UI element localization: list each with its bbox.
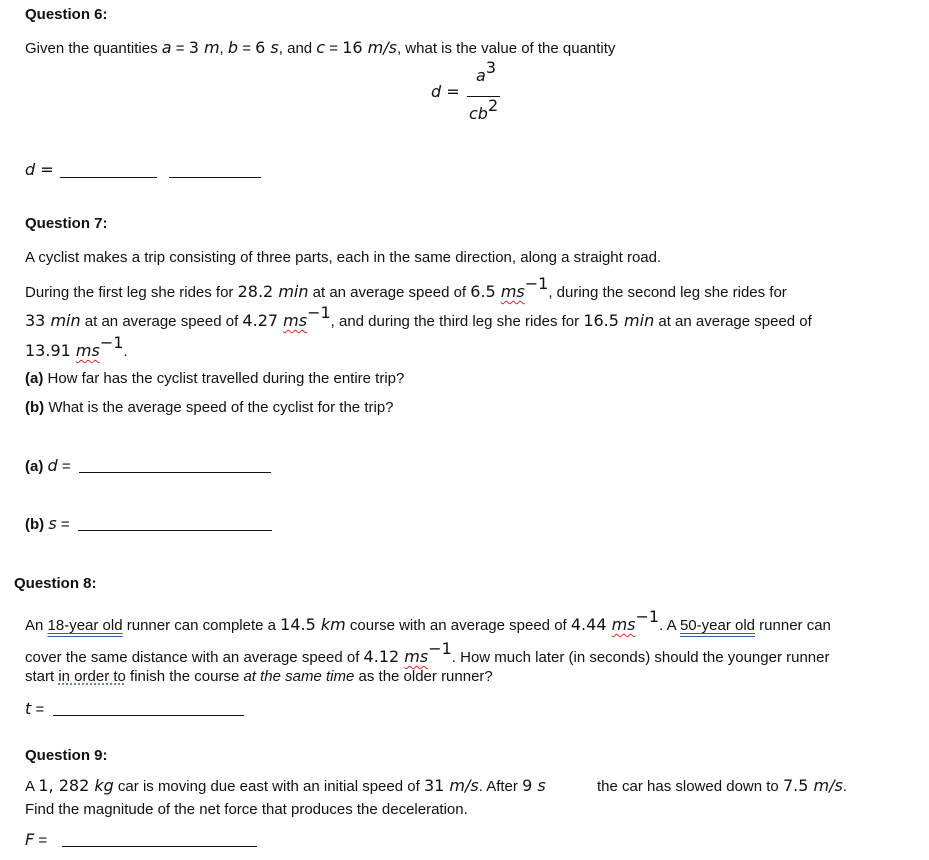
q8-v2: 4.12 — [363, 647, 405, 666]
q6-eq: = — [171, 40, 189, 57]
q8-v1-exp: −1 — [635, 607, 660, 626]
q7-text: . — [123, 343, 128, 360]
q8-v1: 4.44 — [570, 615, 612, 634]
q7-answer-b-tag: (b) — [25, 516, 45, 533]
q7-v1-unit: ms — [500, 282, 525, 301]
q7-v3: 13.91 — [25, 341, 76, 360]
q9-title: Question 9: — [25, 747, 108, 764]
q7-v2-exp: −1 — [307, 303, 331, 322]
q8-text: cover the same distance with an average speed of — [25, 649, 364, 666]
q7-t3: 16.5 — [583, 311, 625, 330]
q8-eq: = — [31, 701, 45, 718]
q8-line3 — [25, 668, 493, 685]
q9-time-unit: s — [537, 776, 546, 795]
q9-time: 9 — [522, 776, 538, 795]
q7-line2 — [25, 274, 787, 301]
q9-text: . After — [478, 778, 523, 795]
q6-numerator — [476, 58, 496, 85]
q6-num-var: a — [476, 66, 486, 85]
q6-sep: , — [219, 40, 228, 57]
q7-text: at an average speed of — [308, 284, 471, 301]
q6-answer-blank-value[interactable] — [60, 177, 157, 178]
q6-c-unit: m/s — [367, 38, 397, 57]
q7-text: , and during the third leg she rides for — [330, 313, 584, 330]
q8-answer-var: t — [25, 699, 32, 718]
q6-a-var: a — [161, 38, 172, 57]
q7-answer-b-var: s — [48, 514, 57, 533]
q9-text: the car has slowed down to — [597, 778, 783, 795]
q8-age-older: 50-year old — [679, 617, 756, 634]
q8-text: . A — [659, 617, 680, 634]
q7-t1-unit: min — [278, 282, 309, 301]
q8-text: runner can — [755, 617, 831, 634]
q9-answer-var: F — [25, 830, 35, 849]
q7-answer-b-label — [25, 514, 70, 533]
q7-text: at an average speed of — [80, 313, 243, 330]
q6-denominator — [469, 96, 499, 123]
q6-a-value: 3 — [188, 38, 204, 57]
q6-text: Given the quantities — [25, 40, 162, 57]
q7-v2: 4.27 — [242, 311, 284, 330]
q7-line1: A cyclist makes a trip consisting of three parts, each in the same direction, along a straight road. — [25, 249, 662, 266]
q8-text: An — [25, 617, 48, 634]
q9-vf: 7.5 — [782, 776, 814, 795]
q9-answer-blank[interactable] — [62, 846, 257, 847]
q8-title: Question 8: — [14, 575, 97, 592]
q6-den-var: cb — [469, 104, 488, 123]
q8-text: runner can complete a — [122, 617, 281, 634]
q7-t2: 33 — [25, 311, 51, 330]
q6-num-exp: 3 — [485, 58, 496, 77]
q9-v0: 31 — [423, 776, 450, 795]
q6-formula-lhs — [431, 82, 460, 101]
q7-t1: 28.2 — [237, 282, 279, 301]
q6-answer-blank-unit[interactable] — [169, 177, 261, 178]
q9-text: . — [842, 778, 847, 795]
q8-text: . How much later (in seconds) should the younger runner — [451, 649, 830, 666]
q7-answer-a-label — [25, 456, 71, 475]
q7-v3-exp: −1 — [99, 333, 124, 352]
q8-line1 — [25, 607, 831, 634]
q8-text: finish the course — [125, 668, 244, 685]
q7-line3 — [25, 303, 812, 330]
q7-part-b-tag: (b) — [25, 399, 45, 416]
q9-v0-unit: m/s — [449, 776, 479, 795]
q9-vf-unit: m/s — [813, 776, 843, 795]
q6-text: , what is the value of the quantity — [396, 40, 616, 57]
q7-eq: = — [56, 516, 70, 533]
q7-answer-a-tag: (a) — [25, 458, 44, 475]
q8-text: start — [25, 668, 59, 685]
q9-mass: 1, 282 — [38, 776, 95, 795]
q7-answer-b-blank[interactable] — [78, 530, 272, 531]
q6-b-var: b — [227, 38, 239, 57]
q6-eq: = — [238, 40, 256, 57]
q6-b-unit: s — [270, 38, 279, 57]
q7-answer-a-var: d — [47, 456, 58, 475]
q6-den-exp: 2 — [487, 96, 499, 115]
q6-answer-var: d = — [25, 160, 54, 179]
q7-v3-unit: ms — [75, 341, 100, 360]
q7-v2-unit: ms — [283, 311, 308, 330]
q9-answer-label — [25, 830, 47, 849]
q9-line1-cont — [597, 776, 847, 795]
q8-v2-exp: −1 — [428, 639, 452, 658]
q8-distance: 14.5 — [280, 615, 321, 634]
q8-v2-unit: ms — [404, 647, 429, 666]
q6-statement — [25, 38, 615, 57]
q9-eq: = — [34, 832, 48, 849]
q9-text: car is moving due east with an initial speed of — [113, 778, 424, 795]
q7-t2-unit: min — [50, 311, 81, 330]
q6-answer-label — [25, 160, 54, 179]
q6-c-var: c — [316, 38, 326, 57]
q7-title: Question 7: — [25, 215, 108, 232]
q9-line1 — [25, 776, 546, 795]
q7-part-b — [25, 399, 394, 416]
q6-d-lhs: d = — [431, 82, 460, 101]
q6-a-unit: m — [203, 38, 220, 57]
q7-part-a-text: How far has the cyclist travelled during the entire trip? — [43, 370, 405, 387]
q8-v1-unit: ms — [611, 615, 636, 634]
q9-text: A — [25, 778, 39, 795]
q8-text: course with an average speed of — [345, 617, 571, 634]
q6-title: Question 6: — [25, 6, 108, 23]
q6-b-value: 6 — [255, 38, 271, 57]
q8-answer-blank[interactable] — [53, 715, 244, 716]
q7-answer-a-blank[interactable] — [79, 472, 271, 473]
q7-part-a — [25, 370, 404, 387]
q7-part-a-tag: (a) — [25, 370, 44, 387]
q7-t3-unit: min — [624, 311, 655, 330]
q6-sep: , and — [278, 40, 317, 57]
q7-line4 — [25, 333, 128, 360]
q6-eq: = — [325, 40, 343, 57]
q8-text: as the older runner? — [354, 668, 493, 685]
q8-same-time: at the same time — [243, 668, 355, 685]
q7-v1: 6.5 — [470, 282, 501, 301]
q7-part-b-text: What is the average speed of the cyclist for the trip? — [44, 399, 394, 416]
q7-text: at an average speed of — [654, 313, 812, 330]
q8-in-order-to: in order to — [58, 668, 126, 685]
q8-line2 — [25, 639, 830, 666]
q7-v1-exp: −1 — [524, 274, 549, 293]
q6-c-value: 16 — [342, 38, 368, 57]
q7-eq: = — [57, 458, 71, 475]
q8-answer-label — [25, 699, 44, 718]
q9-line2: Find the magnitude of the net force that produces the deceleration. — [25, 801, 468, 818]
q9-mass-unit: kg — [94, 776, 114, 795]
q8-distance-unit: km — [320, 615, 346, 634]
q8-age-younger: 18-year old — [47, 617, 123, 634]
q7-text: During the first leg she rides for — [25, 284, 238, 301]
q7-text: , during the second leg she rides for — [548, 284, 787, 301]
